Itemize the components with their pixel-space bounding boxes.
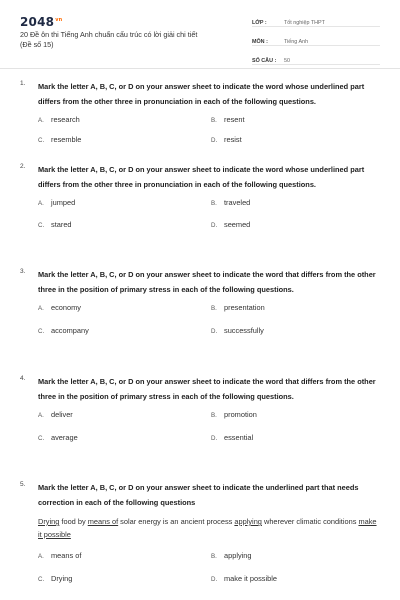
options (38, 410, 382, 450)
question-number: 5. (20, 481, 26, 488)
question-number: 4. (20, 375, 26, 382)
option-d[interactable]: D. successfully (211, 326, 264, 335)
option-d[interactable]: D. essential (211, 433, 254, 442)
meta-value: Tốt nghiệp THPT (284, 20, 325, 26)
option-a[interactable]: A. deliver (38, 410, 73, 419)
option-a[interactable]: A. research (38, 115, 80, 124)
meta-row-class (252, 14, 380, 27)
underlined-part-b: applying (234, 517, 262, 526)
sentence-text: solar energy is an ancient process (118, 517, 235, 526)
option-b[interactable]: B. resent (211, 115, 245, 124)
meta-value: Tiếng Anh (284, 39, 309, 45)
meta-label: MÔN : (252, 39, 268, 45)
question-1 (20, 80, 382, 155)
option-d[interactable]: D. seemed (211, 220, 251, 229)
logo-text: 2048 (20, 15, 55, 29)
question-number: 2. (20, 163, 26, 170)
title-line-2: (Đề số 15) (20, 40, 54, 49)
option-b[interactable]: B. traveled (211, 198, 251, 207)
option-c[interactable]: C. accompany (38, 326, 89, 335)
question-text: Mark the letter A, B, C, or D on your answer sheet to indicate the word that differs from the other three in the position of primary stress in each of the following questions. (38, 270, 376, 294)
meta-value: 50 (284, 58, 290, 64)
question-3 (20, 268, 382, 343)
option-d[interactable]: D. resist (211, 135, 242, 144)
meta-row-count (252, 52, 380, 65)
underlined-part-d: make it possible (38, 517, 377, 539)
underlined-part-a: means of (87, 517, 119, 526)
option-c[interactable]: C. resemble (38, 135, 82, 144)
option-a[interactable]: A. means of (38, 551, 82, 560)
meta-row-subject (252, 33, 380, 46)
question-2 (20, 163, 382, 238)
question-text: Mark the letter A, B, C, or D on your answer sheet to indicate the underlined part that needs correction in each of the following questions (38, 483, 359, 507)
site-logo[interactable] (20, 15, 62, 29)
options (38, 115, 382, 155)
question-5 (20, 481, 382, 589)
meta-label: LỚP : (252, 20, 267, 26)
meta-label: SỐ CÂU : (252, 58, 277, 64)
question-number: 3. (20, 268, 26, 275)
underlined-part-c: Drying (38, 517, 60, 526)
question-4 (20, 375, 382, 450)
sentence-text: wherever climatic conditions (261, 517, 359, 526)
question-number: 1. (20, 80, 26, 87)
options (38, 198, 382, 238)
options (38, 303, 382, 343)
logo-suffix: vn (55, 17, 63, 23)
option-a[interactable]: A. economy (38, 303, 81, 312)
option-a[interactable]: A. jumped (38, 198, 76, 207)
option-c[interactable]: C. stared (38, 220, 72, 229)
document-title (20, 30, 240, 50)
option-c[interactable]: C. average (38, 433, 78, 442)
sentence-text: food by (59, 517, 88, 526)
option-b[interactable]: B. presentation (211, 303, 265, 312)
option-c[interactable]: C. Drying (38, 574, 73, 583)
error-sentence (38, 516, 382, 541)
question-text: Mark the letter A, B, C, or D on your answer sheet to indicate the word whose underlined part differs from the other three in pronunciation in each of the following questions. (38, 165, 365, 189)
question-text: Mark the letter A, B, C, or D on your answer sheet to indicate the word that differs from the other three in the position of primary stress in each of the following questions. (38, 377, 376, 401)
question-text: Mark the letter A, B, C, or D on your answer sheet to indicate the word whose underlined part differs from the other three in pronunciation in each of the following questions. (38, 82, 365, 106)
meta-table (252, 14, 380, 71)
option-b[interactable]: B. applying (211, 551, 252, 560)
options (38, 551, 382, 589)
document-header (0, 0, 400, 69)
option-b[interactable]: B. promotion (211, 410, 257, 419)
title-line-1: 20 Đề ôn thi Tiếng Anh chuẩn cấu trúc có lời giải chi tiết (20, 30, 198, 39)
option-d[interactable]: D. make it possible (211, 574, 277, 583)
